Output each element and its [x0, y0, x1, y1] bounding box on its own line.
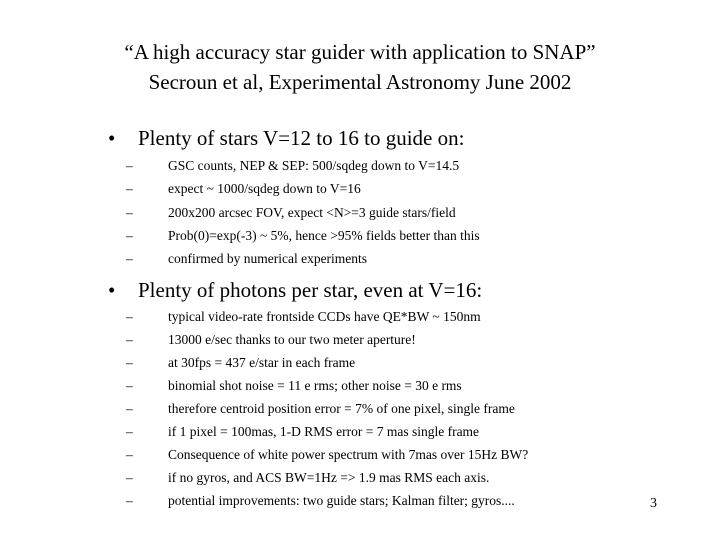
sub-item: – 200x200 arcsec FOV, expect <N>=3 guide stars/field [126, 205, 456, 220]
dash-marker: – [126, 470, 133, 485]
dash-marker: – [126, 355, 133, 370]
bullet-marker: • [108, 126, 116, 150]
bullet-text: Plenty of stars V=12 to 16 to guide on: [138, 126, 465, 150]
sub-item: – Prob(0)=exp(-3) ~ 5%, hence >95% fields better than this [126, 228, 480, 243]
sub-item: – at 30fps = 437 e/star in each frame [126, 355, 356, 370]
page-number: 3 [650, 496, 657, 511]
dash-marker: – [126, 251, 133, 266]
sub-item: – binomial shot noise = 11 e rms; other noise = 30 e rms [126, 378, 462, 393]
dash-marker: – [126, 332, 133, 347]
sub-item: – if 1 pixel = 100mas, 1-D RMS error = 7 mas single frame [126, 424, 480, 439]
slide-title-line-2: Secroun et al, Experimental Astronomy June 2002 [148, 70, 572, 94]
dash-marker: – [126, 378, 133, 393]
dash-marker: – [126, 158, 133, 173]
bullet-stars [108, 125, 464, 151]
sub-item: – potential improvements: two guide stars; Kalman filter; gyros.... [126, 493, 515, 508]
sub-item: – GSC counts, NEP & SEP: 500/sqdeg down to V=14.5 [126, 158, 460, 173]
dash-marker: – [126, 309, 133, 324]
sub-item: – confirmed by numerical experiments [126, 251, 368, 266]
sub-item: – expect ~ 1000/sqdeg down to V=16 [126, 181, 361, 196]
bullet-text: Plenty of photons per star, even at V=16: [138, 278, 483, 302]
sub-item: – Consequence of white power spectrum with 7mas over 15Hz BW? [126, 447, 529, 462]
dash-marker: – [126, 401, 133, 416]
dash-marker: – [126, 447, 133, 462]
dash-marker: – [126, 228, 133, 243]
bullet-marker: • [108, 278, 116, 302]
dash-marker: – [126, 205, 133, 220]
bullet-photons [108, 277, 482, 303]
dash-marker: – [126, 493, 133, 508]
slide-title-line-1: “A high accuracy star guider with application to SNAP” [124, 40, 596, 64]
sub-item: – 13000 e/sec thanks to our two meter aperture! [126, 332, 416, 347]
sub-item: – if no gyros, and ACS BW=1Hz => 1.9 mas RMS each axis. [126, 470, 490, 485]
dash-marker: – [126, 424, 133, 439]
sub-item: – therefore centroid position error = 7% of one pixel, single frame [126, 401, 515, 416]
sub-item: – typical video-rate frontside CCDs have QE*BW ~ 150nm [126, 309, 481, 324]
dash-marker: – [126, 181, 133, 196]
